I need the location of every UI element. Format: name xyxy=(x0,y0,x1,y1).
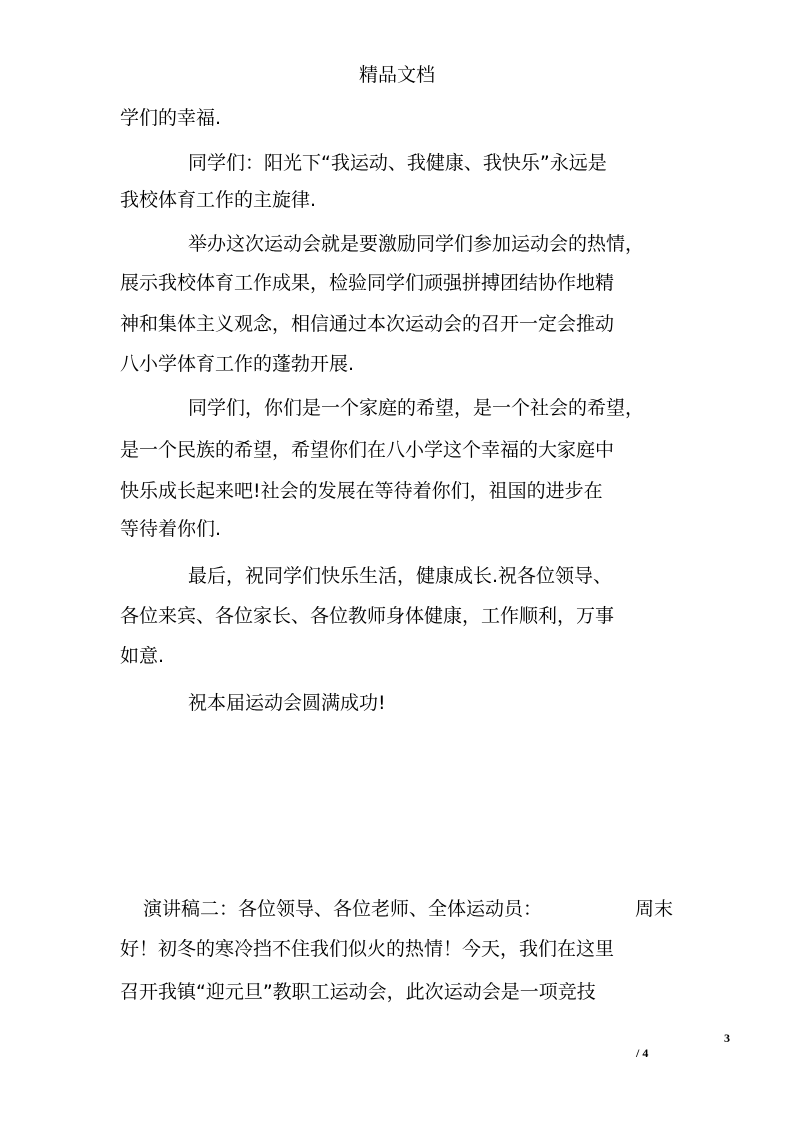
body-line: 我校体育工作的主旋律. xyxy=(120,189,317,211)
body-line: 快乐成长起来吧!社会的发展在等待着你们，祖国的进步在 xyxy=(120,480,603,502)
speech-two-greeting-start: 周末 xyxy=(635,898,674,920)
body-line: 召开我镇“迎元旦”教职工运动会，此次运动会是一项竞技 xyxy=(120,981,596,1003)
page-header-title: 精品文档 xyxy=(358,64,435,86)
paragraph-start-line: 最后，祝同学们快乐生活，健康成长.祝各位领导、 xyxy=(188,565,613,587)
body-line: 如意. xyxy=(120,645,165,667)
paragraph-start-line: 举办这次运动会就是要激励同学们参加运动会的热情， xyxy=(188,233,645,255)
body-line: 各位来宾、各位家长、各位教师身体健康，工作顺利，万事 xyxy=(120,605,615,627)
body-line: 神和集体主义观念，相信通过本次运动会的召开一定会推动 xyxy=(120,313,615,335)
speech-two-heading: 演讲稿二：各位领导、各位老师、全体运动员： xyxy=(143,898,543,920)
body-line: 八小学体育工作的蓬勃开展. xyxy=(120,353,355,375)
paragraph-start-line: 同学们，你们是一个家庭的希望，是一个社会的希望， xyxy=(188,397,645,419)
body-line: 等待着你们. xyxy=(120,518,222,540)
body-line: 展示我校体育工作成果，检验同学们顽强拼搏团结协作地精 xyxy=(120,272,615,294)
page-number: 3 xyxy=(724,1031,730,1045)
page-total: / 4 xyxy=(636,1046,649,1060)
body-line: 学们的幸福. xyxy=(120,107,222,129)
body-line: 好！初冬的寒冷挡不住我们似火的热情！今天，我们在这里 xyxy=(120,938,615,960)
closing-line: 祝本届运动会圆满成功! xyxy=(188,692,386,714)
paragraph-start-line: 同学们：阳光下“我运动、我健康、我快乐”永远是 xyxy=(188,152,607,174)
body-line: 是一个民族的希望，希望你们在八小学这个幸福的大家庭中 xyxy=(120,439,615,461)
